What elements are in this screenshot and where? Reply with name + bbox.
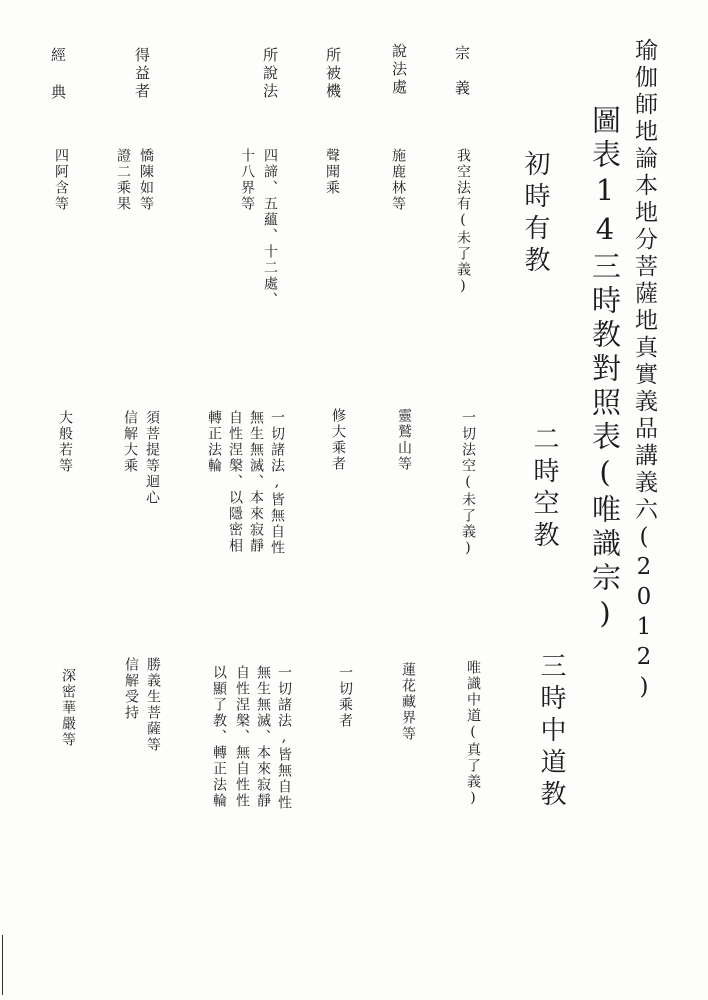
chart-title: 圖表14三時教對照表(唯識宗) [588, 105, 622, 635]
col1-deyizhe-line2: 證二乘果 [115, 148, 131, 212]
col1-suoshuofa-line1: 四諦、五蘊、十二處、 [262, 148, 278, 308]
col3-suobeiji: 一切乘者 [337, 665, 353, 729]
col1-deyizhe-line1: 憍陳如等 [138, 148, 154, 212]
col1-zongyi: 我空法有(未了義) [455, 148, 471, 296]
col1-suobeiji: 聲聞乘 [324, 148, 340, 196]
col2-suoshuofa-line4: 轉正法輪 [206, 410, 222, 474]
col3-jingdian: 深密華嚴等 [60, 668, 76, 748]
col3-suoshuofa-line4: 以顯了教、轉正法輪 [211, 665, 227, 809]
col3-zongyi: 唯識中道(真了義) [465, 660, 481, 808]
scan-edge-line [2, 935, 3, 995]
col1-suoshuofa-line2: 十八界等 [239, 148, 255, 212]
col1-shuofachu: 施鹿林等 [390, 148, 406, 212]
col2-shuofachu: 靈鷲山等 [396, 408, 412, 472]
col3-suoshuofa-line1: 一切諸法,皆無自性 [276, 665, 292, 811]
period-heading-3: 三時中道教 [536, 652, 566, 812]
document-header-title: 瑜伽師地論本地分菩薩地真實義品講義六(2012) [631, 38, 657, 704]
col2-suoshuofa-line3: 自性涅槃、以隱密相 [227, 410, 243, 554]
col3-deyizhe-line1: 勝義生菩薩等 [145, 657, 161, 753]
period-heading-2: 二時空教 [529, 425, 559, 553]
row-label-shuofachu: 說法處 [390, 43, 408, 97]
col2-jingdian: 大般若等 [57, 410, 73, 474]
row-label-jingdian: 經典 [49, 47, 67, 121]
col3-shuofachu: 蓮花藏界等 [400, 662, 416, 742]
col2-zongyi: 一切法空(未了義) [460, 410, 476, 558]
col3-deyizhe-line2: 信解受持 [123, 657, 139, 721]
row-label-zongyi: 宗義 [453, 45, 471, 115]
row-label-suobeiji: 所被機 [324, 47, 342, 101]
col1-jingdian: 四阿含等 [53, 148, 69, 212]
col2-suoshuofa-line2: 無生無滅、本來寂靜 [248, 410, 264, 554]
period-heading-1: 初時有教 [520, 150, 550, 278]
col2-deyizhe-line1: 須菩提等迴心 [144, 410, 160, 506]
col2-suoshuofa-line1: 一切諸法,皆無自性 [269, 410, 285, 556]
col2-deyizhe-line2: 信解大乘 [122, 410, 138, 474]
col2-suobeiji: 修大乘者 [330, 408, 346, 472]
col3-suoshuofa-line3: 自性涅槃、無自性性 [234, 665, 250, 809]
row-label-suoshuofa: 所說法 [261, 47, 279, 101]
col3-suoshuofa-line2: 無生無滅、本來寂靜 [255, 665, 271, 809]
row-label-deyizhe: 得益者 [133, 47, 151, 101]
